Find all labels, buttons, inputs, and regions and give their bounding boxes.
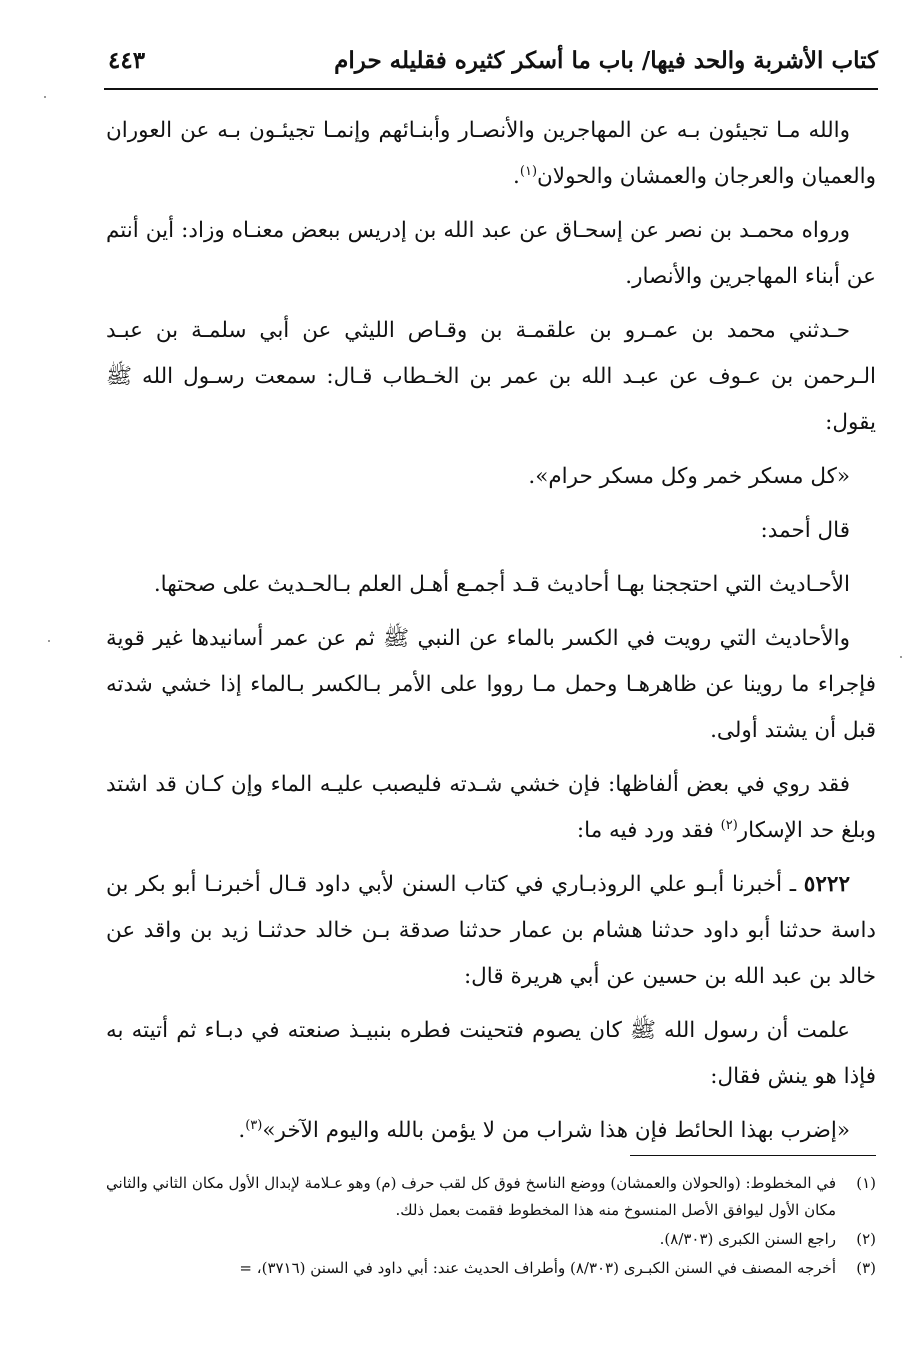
footnote-ref: (١): [519, 163, 538, 179]
footnote: [106, 1170, 876, 1224]
footnote-divider: [630, 1155, 876, 1156]
paragraph-text: «كل مسكر خمر وكل مسكر حرام».: [528, 464, 850, 489]
footnote: [106, 1255, 876, 1282]
paragraph-text: حـدثني محمد بن عمـرو بن علقمـة بن وقـاص الليثي عن أبي سلمـة بن عبـد الـرحمن بن عـوف عن عبـد الله بن عمر بن الخـطاب قـال: سمعت رسـول الله ﷺ يقول:: [106, 318, 876, 435]
paragraph-text: فقد روي في بعض ألفاظها: فإن خشي شـدته فليصبب عليـه الماء وإن كـان قد اشتد وبلغ حد الإسكار: [106, 772, 876, 843]
footnote-number: (٣): [856, 1259, 876, 1277]
hadith-number: ٥٢٢٢: [803, 872, 850, 897]
footnotes: [106, 1170, 876, 1284]
footnote-number: (٢): [856, 1230, 876, 1248]
scan-speck: [48, 640, 50, 642]
header-divider: [104, 88, 878, 90]
footnote-text: أخرجه المصنف في السنن الكبـرى (٨/٣٠٣) وأطراف الحديث عند: أبي داود في السنن (٣٧١٦)، =: [239, 1259, 836, 1277]
running-header: [108, 38, 878, 82]
paragraph: [106, 562, 876, 608]
scan-speck: [44, 96, 46, 98]
footnote-ref: (٢): [720, 817, 738, 833]
paragraph: [106, 308, 876, 446]
paragraph-text: والأحاديث التي رويت في الكسر بالماء عن النبي ﷺ ثم عن عمر أسانيدها غير قوية فإجراء ما روينا عن ظاهرهـا وحمل مـا رووا على الأمر بـالكسر بـالماء إذا خشي شدته قبل أن يشتد أولى.: [106, 626, 876, 743]
paragraph: [106, 508, 876, 554]
footnote-ref: (٣): [245, 1117, 263, 1133]
hadith-entry: [106, 862, 876, 1000]
paragraph: [106, 1008, 876, 1100]
footnote-text: راجع السنن الكبرى (٨/٣٠٣).: [659, 1230, 836, 1248]
paragraph-text: ورواه محمـد بن نصر عن إسحـاق عن عبد الله بن إدريس ببعض معنـاه وزاد: أين أنتم عن أبناء المهاجرين والأنصار.: [106, 218, 876, 289]
main-text: [106, 108, 876, 1162]
paragraph-tail: فقد ورد فيه ما:: [576, 818, 721, 843]
paragraph: [106, 762, 876, 854]
paragraph: [106, 108, 876, 200]
paragraph: [106, 208, 876, 300]
hadith-quote: [106, 454, 876, 500]
chapter-title: كتاب الأشربة والحد فيها/ باب ما أسكر كثيره فقليله حرام: [334, 46, 878, 74]
paragraph-text: قال أحمد:: [760, 518, 850, 543]
paragraph: [106, 616, 876, 754]
paragraph-text: الأحـاديث التي احتججنا بهـا أحاديث قـد أجمـع أهـل العلم بـالحـديث على صحتها.: [153, 572, 850, 597]
hadith-quote: [106, 1108, 876, 1154]
paragraph-text: «إضرب بهذا الحائط فإن هذا شراب من لا يؤمن بالله واليوم الآخر»: [262, 1118, 850, 1143]
footnote-number: (١): [856, 1174, 876, 1192]
page-number: ٤٤٣: [108, 46, 146, 74]
footnote: [106, 1226, 876, 1253]
scan-speck: [900, 656, 902, 658]
paragraph-text: علمت أن رسول الله ﷺ كان يصوم فتحينت فطره بنبيـذ صنعته في دبـاء ثم أتيته به فإذا هو ينش فقال:: [106, 1018, 876, 1089]
footnote-text: في المخطوط: (والحولان والعمشان) ووضع الناسخ فوق كل لقب حرف (م) وهو عـلامة لإبدال الأول مكان الثاني والثاني مكان الأول ليوافق الأصل المنسوخ منه هذا المخطوط فقمت بعمل ذلك.: [106, 1174, 836, 1219]
paragraph-text: والله مـا تجيئون بـه عن المهاجرين والأنصـار وأبنـائهم وإنمـا تجيئـون بـه عن العوران والعميان والعرجان والعمشان والحولان: [106, 118, 876, 189]
paragraph-tail: .: [513, 164, 520, 189]
paragraph-text: ـ أخبرنا أبـو علي الروذبـاري في كتاب السنن لأبي داود قـال أخبرنـا أبو بكر بن داسة حدثنا أبو داود حدثنا هشام بن عمار حدثنا صدقة بـن خالد حدثنـا زيد بن واقد عن خالد بن عبد الله بن حسين عن أبي هريرة قال:: [106, 872, 876, 989]
paragraph-tail: .: [238, 1118, 246, 1143]
